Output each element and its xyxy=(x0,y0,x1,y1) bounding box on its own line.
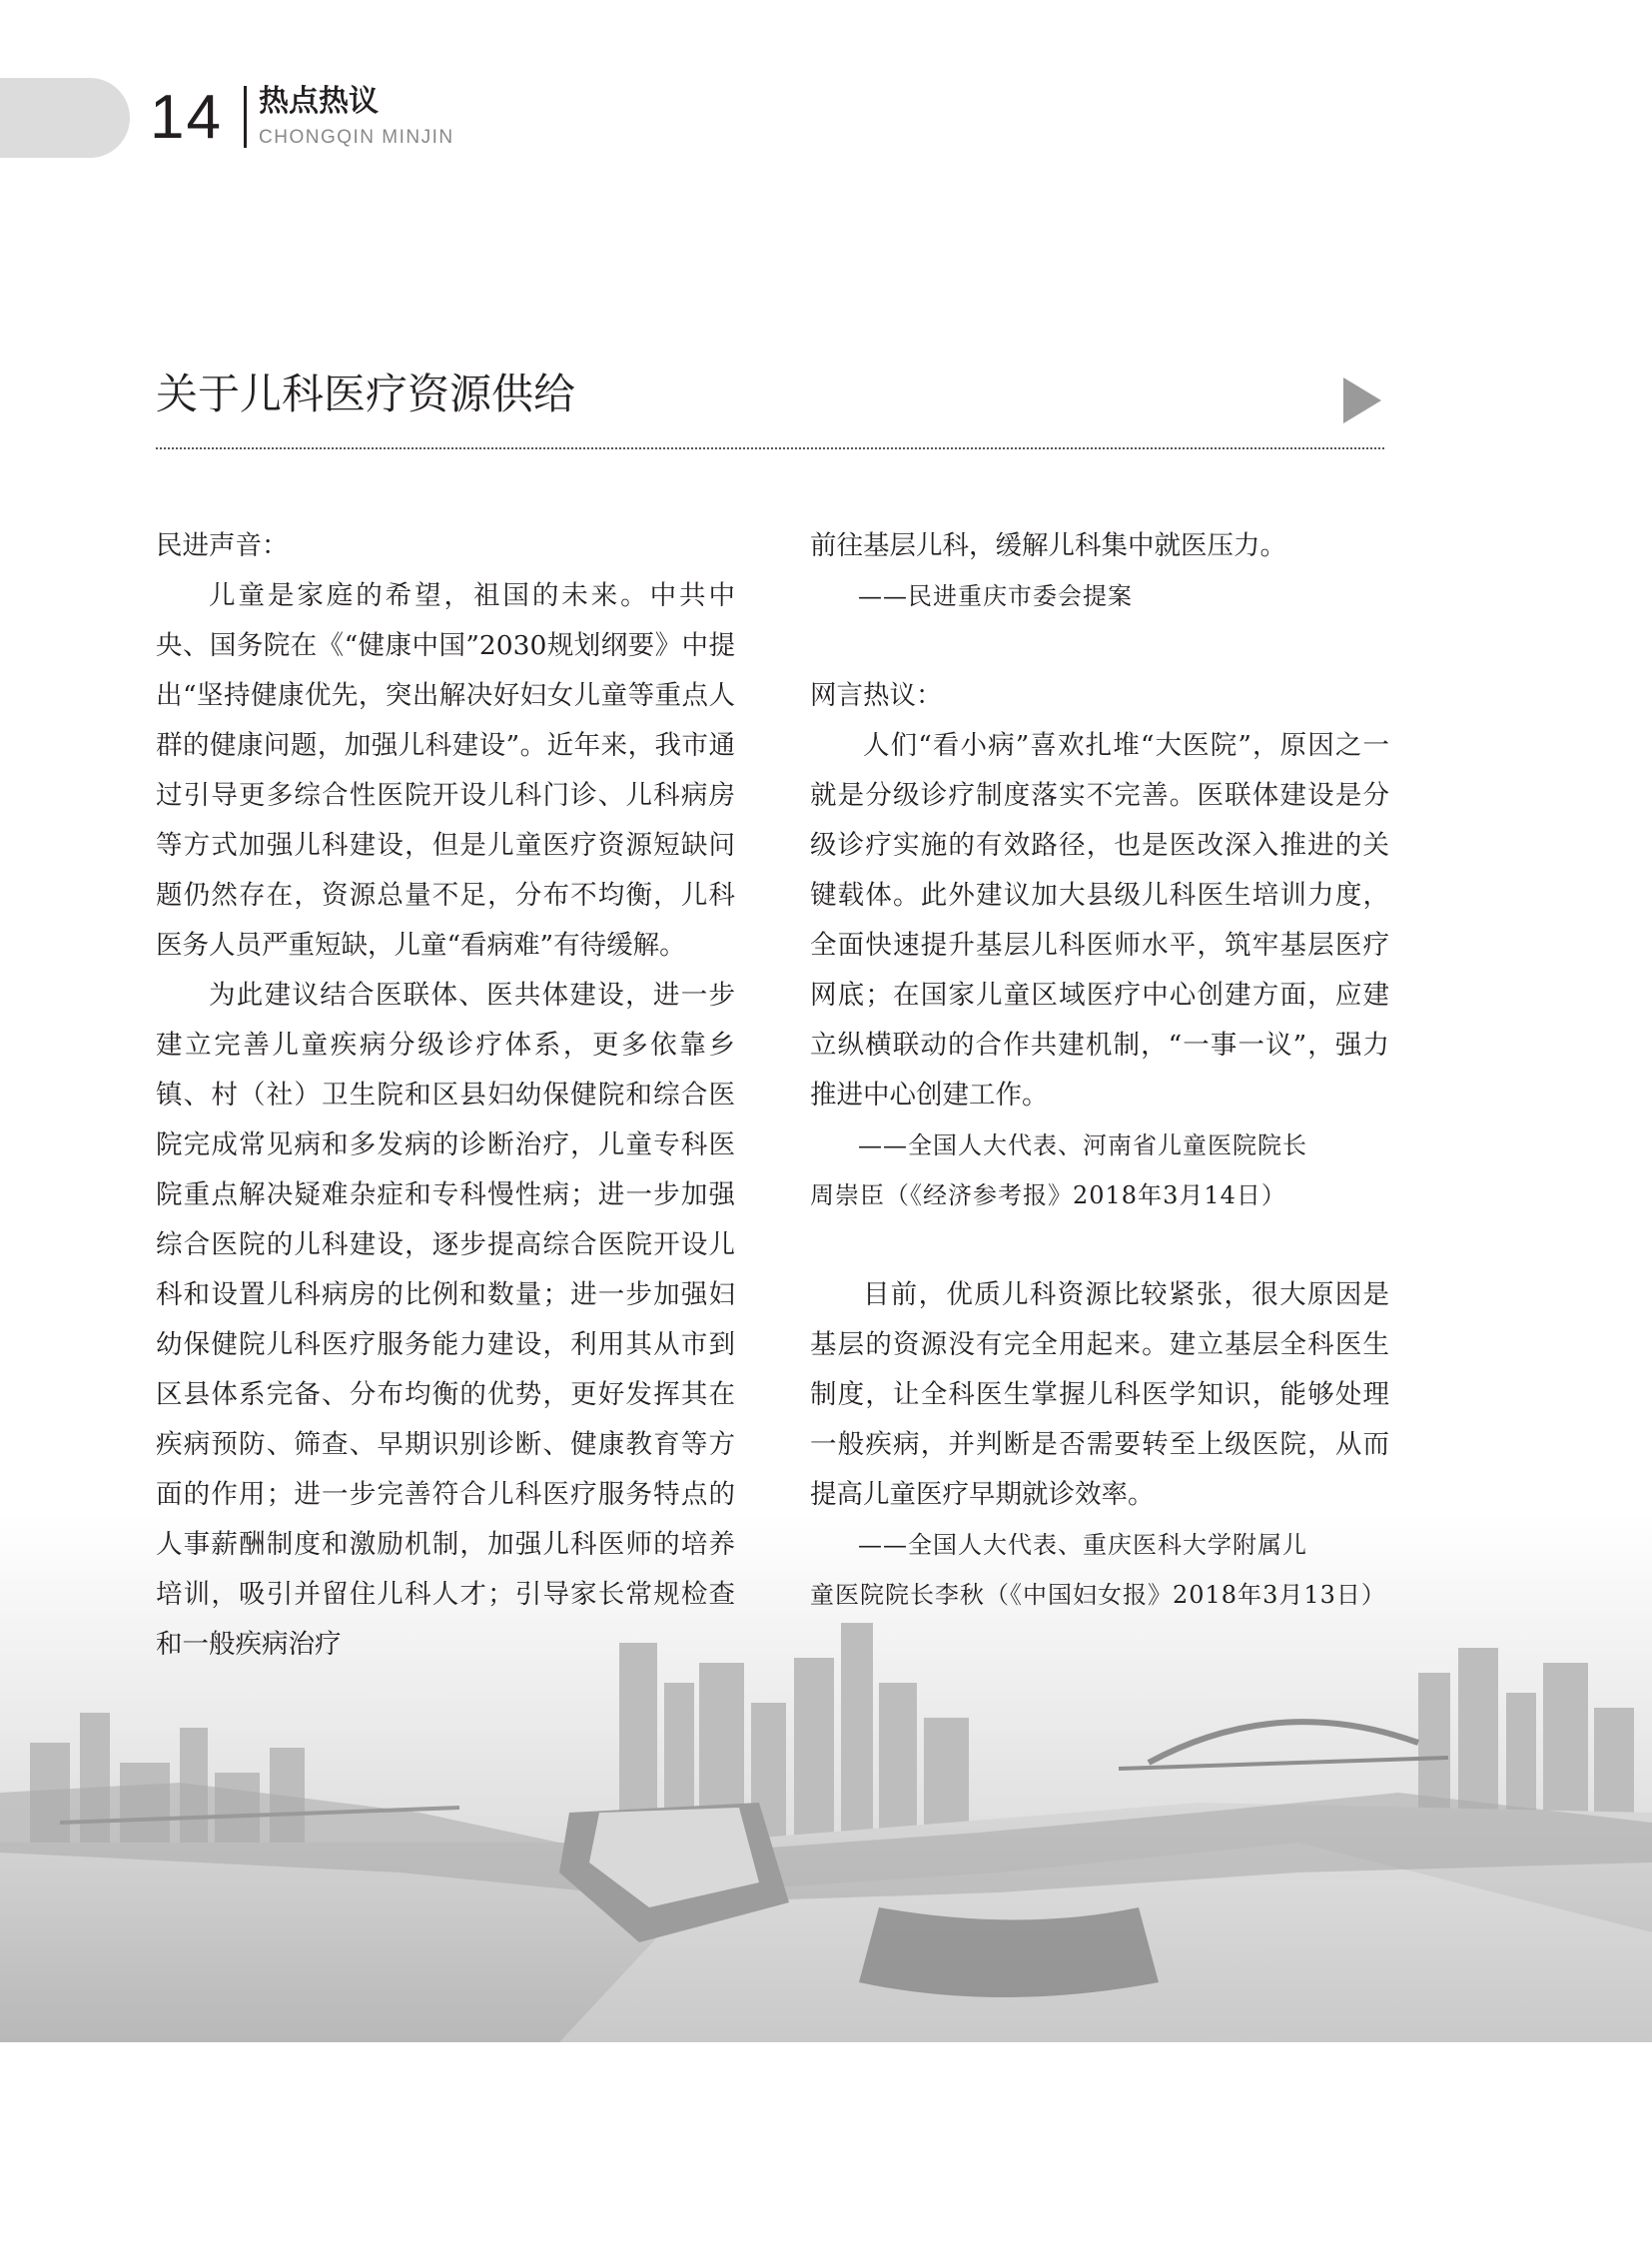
right-column xyxy=(810,521,1389,1620)
source-attribution: ——民进重庆市委会提案 xyxy=(858,582,1133,610)
triangle-right-icon xyxy=(1343,377,1381,423)
comment-paragraph: 人们“看小病”喜欢扎堆“大医院”，原因之一就是分级诊疗制度落实不完善。医联体建设是分级诊疗实施的有效路径，也是医改深入推进的关键载体。此外建议加大县级儿科医生培训力度，全面快速提升基层儿科医师水平，筑牢基层医疗网底；在国家儿童区域医疗中心创建方面，应建立纵横联动的合作共建机制，“一事一议”，强力推进中心创建工作。 xyxy=(810,730,1389,1111)
spacer xyxy=(810,1220,1389,1270)
body-paragraph: 为此建议结合医联体、医共体建设，进一步建立完善儿童疾病分级诊疗体系，更多依靠乡镇、村（社）卫生院和区县妇幼保健院和综合医院完成常见病和多发病的诊断治疗，儿童专科医院重点解决疑难杂症和专科慢性病；进一步加强综合医院的儿科建设，逐步提高综合医院开设儿科和设置儿科病房的比例和数量；进一步加强妇幼保健院儿科医疗服务能力建设，利用其从市到区县体系完备、分布均衡的优势，更好发挥其在疾病预防、筛查、早期识别诊断、健康教育等方面的作用；进一步完善符合儿科医疗服务特点的人事薪酬制度和激励机制，加强儿科医师的培养培训，吸引并留住儿科人才；引导家长常规检查和一般疾病治疗 xyxy=(156,980,735,1660)
source-attribution: ——全国人大代表、重庆医科大学附属儿 xyxy=(858,1531,1307,1559)
body-paragraph: 儿童是家庭的希望，祖国的未来。中共中央、国务院在《“健康中国”2030规划纲要》中提出“坚持健康优先，突出解决好妇女儿童等重点人群的健康问题，加强儿科建设”。近年来，我市通过引导更多综合性医院开设儿科门诊、儿科病房等方式加强儿科建设，但是儿童医疗资源短缺问题仍然存在，资源总量不足，分布不均衡，儿科医务人员严重短缺，儿童“看病难”有待缓解。 xyxy=(156,580,735,961)
page-number: 14 xyxy=(150,83,223,152)
section-subtitle: CHONGQIN MINJIN xyxy=(259,127,454,148)
left-column xyxy=(156,521,735,1670)
page-number-tab xyxy=(0,78,130,158)
continued-paragraph: 前往基层儿科，缓解儿科集中就医压力。 xyxy=(810,530,1286,561)
spacer xyxy=(810,621,1389,671)
section-label: 网言热议： xyxy=(810,680,943,711)
section-label: 民进声音： xyxy=(156,530,289,561)
section-title: 热点热议 xyxy=(259,84,379,119)
source-attribution: ——全国人大代表、河南省儿童医院院长 xyxy=(858,1131,1307,1159)
article-title: 关于儿科医疗资源供给 xyxy=(156,370,576,418)
source-attribution-cont: 周崇臣（《经济参考报》2018年3月14日） xyxy=(810,1181,1286,1209)
comment-paragraph: 目前，优质儿科资源比较紧张，很大原因是基层的资源没有完全用起来。建立基层全科医生制度，让全科医生掌握儿科医学知识，能够处理一般疾病，并判断是否需要转至上级医院，从而提高儿童医疗早期就诊效率。 xyxy=(810,1279,1389,1510)
source-attribution-cont: 童医院院长李秋（《中国妇女报》2018年3月13日） xyxy=(810,1581,1386,1609)
title-divider xyxy=(156,447,1384,449)
header-divider xyxy=(244,86,247,148)
